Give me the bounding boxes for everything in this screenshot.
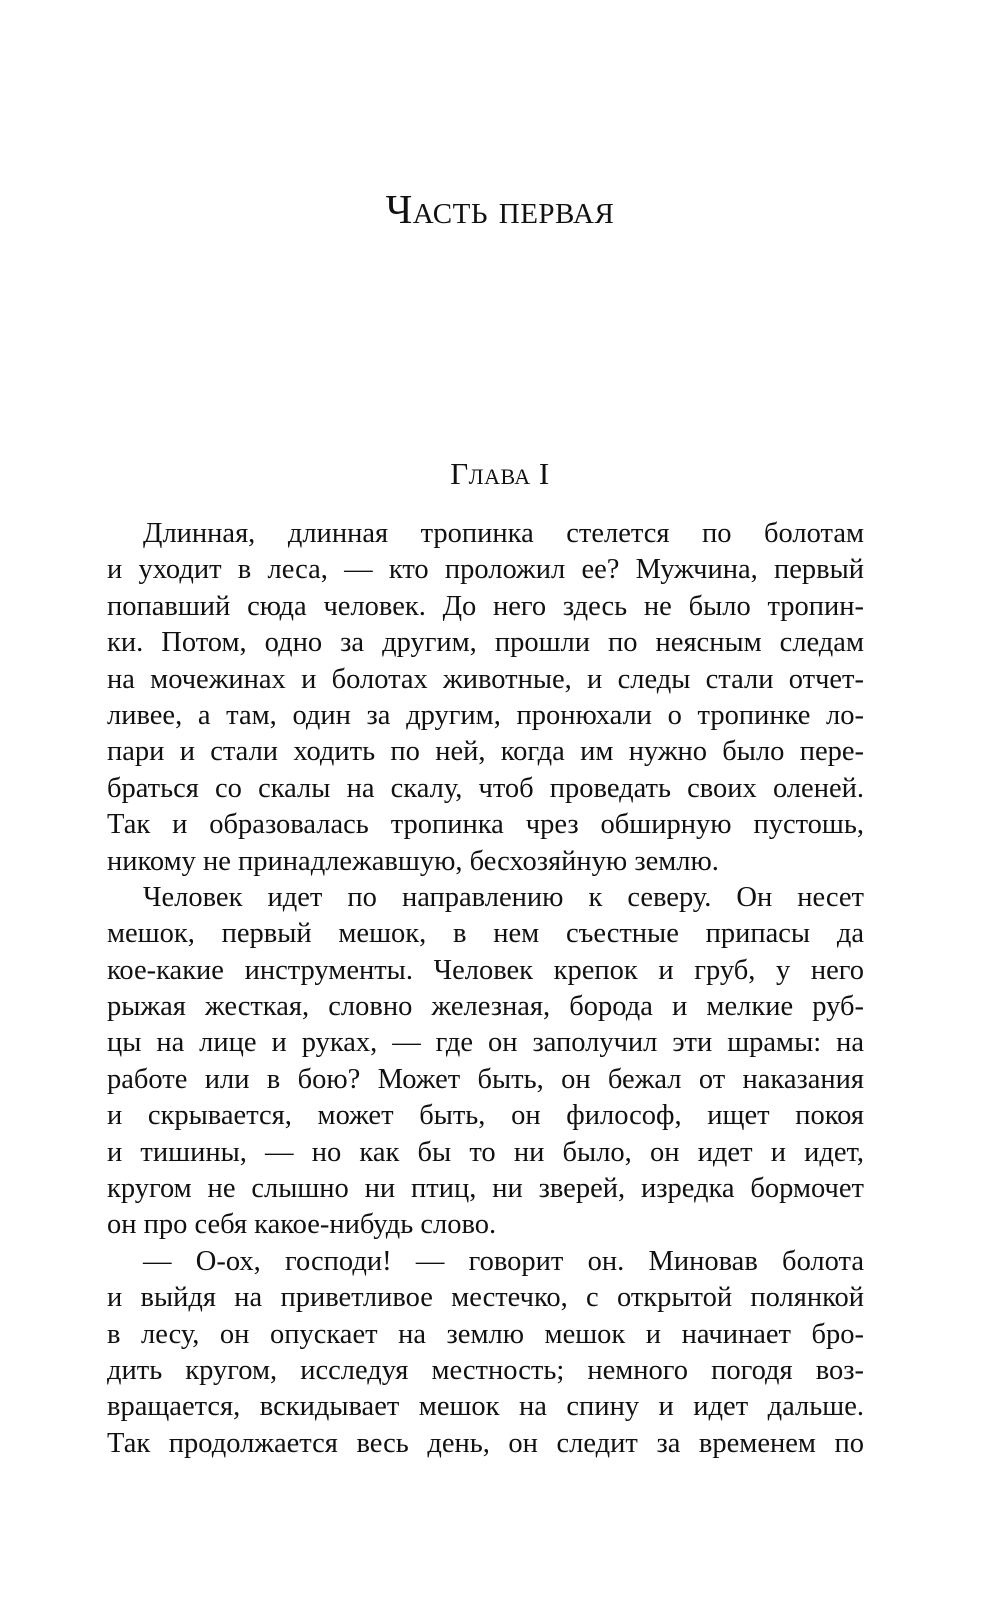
text-line: вращается, вскидывает мешок на спину и идет дальше.: [107, 1391, 864, 1423]
text-line: — О-ох, господи! — говорит он. Миновав болота: [143, 1245, 864, 1277]
text-line: и выйдя на приветливое местечко, с открытой полянкой: [107, 1282, 864, 1314]
text-line: Так и образовалась тропинка чрез обширную пустошь,: [107, 809, 864, 841]
text-line: на мочежинах и болотах животные, и следы стали отчет-: [107, 663, 864, 695]
chapter-title: Глава I: [450, 456, 550, 491]
text-line: ливее, а там, один за другим, пронюхали о тропинке ло-: [107, 699, 864, 731]
text-line: в лесу, он опускает на землю мешок и начинает бро-: [107, 1318, 864, 1350]
text-line: мешок, первый мешок, в нем съестные припасы да: [107, 918, 864, 950]
text-line: кругом не слышно ни птиц, ни зверей, изредка бормочет: [107, 1173, 864, 1205]
chapter-text: [107, 516, 864, 1462]
text-line: Человек идет по направлению к северу. Он несет: [143, 881, 864, 913]
text-line: ки. Потом, одно за другим, прошли по неясным следам: [107, 627, 864, 659]
text-line: Так продолжается весь день, он следит за временем по: [107, 1427, 864, 1459]
text-line: никому не принадлежавшую, бесхозяйную землю.: [107, 845, 719, 877]
text-line: дить кругом, исследуя местность; немного погодя воз-: [107, 1354, 864, 1386]
text-line: пари и стали ходить по ней, когда им нужно было пере-: [107, 736, 864, 768]
text-line: он про себя какое-нибудь слово.: [107, 1209, 497, 1241]
part-title: Часть первая: [385, 186, 615, 232]
text-line: и тишины, — но как бы то ни было, он идет и идет,: [107, 1136, 864, 1168]
text-line: работе или в бою? Может быть, он бежал от наказания: [107, 1063, 864, 1095]
text-line: и скрывается, может быть, он философ, ищет покоя: [107, 1100, 864, 1132]
text-line: рыжая жесткая, словно железная, борода и мелкие руб-: [107, 991, 864, 1023]
text-line: кое-какие инструменты. Человек крепок и груб, у него: [107, 954, 864, 986]
text-line: браться со скалы на скалу, чтоб проведать своих оленей.: [107, 772, 864, 804]
text-line: попавший сюда человек. До него здесь не было тропин-: [107, 590, 864, 622]
text-line: Длинная, длинная тропинка стелется по болотам: [143, 518, 864, 549]
text-line: и уходит в леса, — кто проложил ее? Мужчина, первый: [107, 554, 864, 586]
text-line: цы на лице и руках, — где он заполучил эти шрамы: на: [107, 1027, 864, 1059]
